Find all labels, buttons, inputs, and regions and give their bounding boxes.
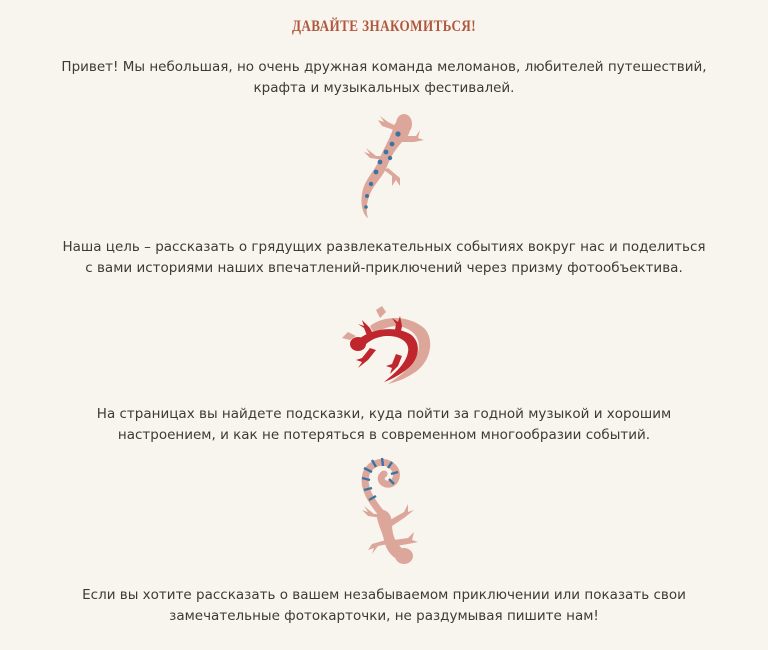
intro-paragraph: Привет! Мы небольшая, но очень дружная команда меломанов, любителей путешествий, крафта и музыкальных фестивалей. bbox=[61, 59, 707, 96]
lizard-striped-icon bbox=[342, 452, 432, 574]
goal-paragraph: Наша цель – рассказать о грядущих развлекательных событиях вокруг нас и поделиться с вами историями наших впечатлений-приключений через призму фотообъектива. bbox=[62, 239, 706, 276]
tips-paragraph: На страницах вы найдете подсказки, куда пойти за годной музыкой и хорошим настроением, и как не потеряться в современном многообразии событий. bbox=[96, 406, 672, 443]
lizard-red-icon bbox=[330, 304, 440, 390]
lizard-dotted-icon bbox=[340, 106, 430, 224]
contact-paragraph: Если вы хотите рассказать о вашем незабываемом приключении или показать свои замечательные фотокарточки, не раздумывая пишите нам! bbox=[82, 587, 686, 624]
section-title: ДАВАЙТЕ ЗНАКОМИТЬСЯ! bbox=[291, 18, 477, 35]
